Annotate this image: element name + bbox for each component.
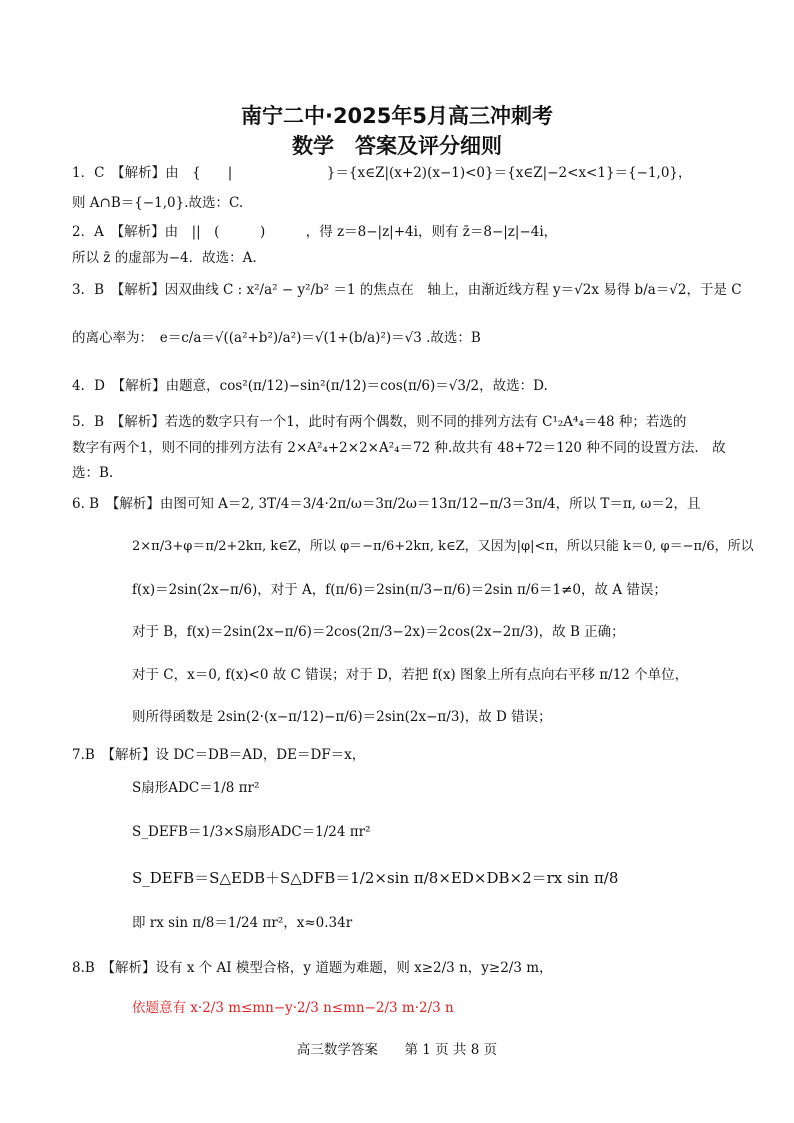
page-title: 南宁二中·2025年5月高三冲刺考 [240,104,554,128]
answer-7-line-3: S_DEFB＝1/3×S扇形ADC＝1/24 πr² [132,824,371,840]
answer-5-line-3: 选：B. [72,465,114,481]
answer-7-line-1: 7.B 【解析】设 DC＝DB＝AD，DE＝DF＝x， [72,747,366,763]
answer-8-line-1: 8.B 【解析】设有 x 个 AI 模型合格，y 道题为难题，则 x≥2/3 n，y≥2/3 m， [72,960,553,976]
page-footer [0,1038,794,1058]
answer-7-line-2: S扇形ADC＝1/8 πr² [132,780,260,796]
answer-7-line-5: 即 rx sin π/8＝1/24 πr²，x≈0.34r [132,915,353,931]
footer-page-info: 第 1 页 共 8 页 [404,1042,498,1058]
answer-5-line-1: 5．B 【解析】若选的数字只有一个1，此时有两个偶数，则不同的排列方法有 C¹₂A⁴₄＝48 种；若选的 [72,414,687,430]
answer-6-line-5: 对于 C，x＝0, f(x)<0 故 C 错误；对于 D，若把 f(x) 图象上所有点向右平移 π/12 个单位， [132,667,689,683]
answer-1-line-2: 则 A∩B＝{−1,0}.故选：C. [72,195,244,211]
answer-6-line-1: 6. B 【解析】由图可知 A＝2, 3T/4＝3/4·2π/ω＝3π/2ω＝13π/12−π/3＝3π/4，所以 T＝π, ω＝2，且 [72,496,701,512]
answer-3-line-2: 的离心率为： e＝c/a＝√((a²+b²)/a²)＝√(1+(b/a)²)＝√3 .故选：B [72,330,481,346]
answer-2-line-1: 2．A 【解析】由 || ( ) ，得 z＝8−|z|+4i，则有 z̄＝8−|z|−4i， [72,224,558,240]
answer-4-line-1: 4．D 【解析】由题意，cos²(π/12)−sin²(π/12)＝cos(π/6)＝√3/2，故选：D. [72,378,548,394]
answer-6-line-3: f(x)＝2sin(2x−π/6)，对于 A，f(π/6)＝2sin(π/3−π/6)＝2sin π/6＝1≠0，故 A 错误； [132,582,667,598]
answer-3-line-1: 3．B 【解析】因双曲线 C : x²/a² − y²/b² ＝1 的焦点在 轴上，由渐近线方程 y＝√2x 易得 b/a＝√2，于是 C [72,282,742,298]
answer-8-line-2: 依题意有 x·2/3 m≤mn−y·2/3 n≤mn−2/3 m·2/3 n [132,1000,454,1016]
answer-6-line-6: 则所得函数是 2sin(2·(x−π/12)−π/6)＝2sin(2x−π/3)，故 D 错误； [132,709,552,725]
answer-7-line-4: S_DEFB＝S△EDB＋S△DFB＝1/2×sin π/8×ED×DB×2＝rx sin π/8 [132,869,619,887]
answer-6-line-2: 2×π/3+φ＝π/2+2kπ, k∈Z，所以 φ＝−π/6+2kπ, k∈Z，又因为|φ|<π，所以只能 k＝0, φ＝−π/6，所以 [132,539,754,554]
answer-1-line-1: 1．C 【解析】由 { | }＝{x∈Z|(x+2)(x−1)<0}＝{x∈Z|−2<x<1}＝{−1,0}， [72,165,692,181]
answer-2-line-2: 所以 z̄ 的虚部为−4．故选：A. [72,250,257,266]
page-subtitle: 数学 答案及评分细则 [292,134,502,158]
answer-6-line-4: 对于 B，f(x)＝2sin(2x−π/6)＝2cos(2π/3−2x)＝2cos(2x−2π/3)，故 B 正确； [132,624,625,640]
answer-5-line-2: 数字有两个1，则不同的排列方法有 2×A²₄+2×2×A²₄＝72 种.故共有 48+72＝120 种不同的设置方法. 故 [72,440,726,456]
footer-subject: 高三数学答案 [296,1042,378,1058]
